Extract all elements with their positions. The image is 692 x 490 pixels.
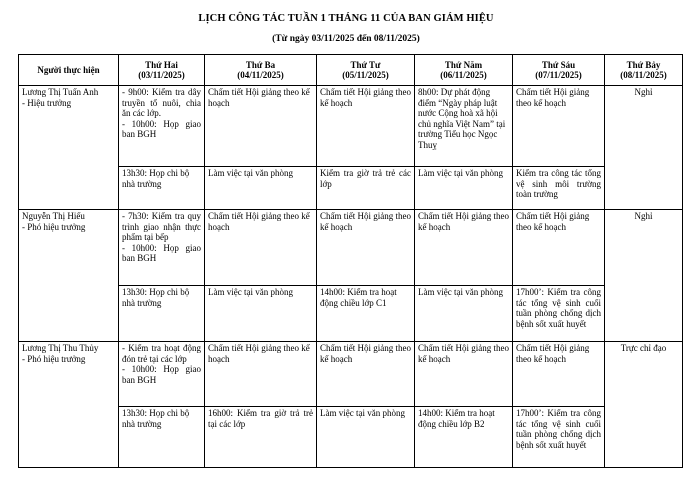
task-line: Chấm tiết Hội giảng theo kế hoạch [516,87,590,108]
task-line: Chấm tiết Hội giảng theo kế hoạch [516,343,590,364]
day-date: (08/11/2025) [620,70,667,80]
task-line: - 10h00: Họp giao ban BGH [122,364,201,385]
task-line: Làm việc tại văn phòng [208,168,293,178]
person-role: - Hiệu trưởng [22,97,72,108]
task-cell [205,342,317,407]
task-line: Kiểm tra giờ trả trẻ các lớp [320,168,411,189]
day-header-friday [513,55,605,86]
task-line: - Kiểm tra hoạt động đón trẻ tại các lớp [122,343,201,364]
saturday-status: Trực chỉ đạo [620,343,667,353]
task-line: Chấm tiết Hội giảng theo kế hoạch [320,87,411,108]
task-line: Chấm tiết Hội giảng theo kế hoạch [208,211,310,232]
task-line: Chấm tiết Hội giảng theo kế hoạch [418,211,509,232]
saturday-status: Nghỉ [634,87,653,97]
day-date: (06/11/2025) [440,70,487,80]
person-role: - Phó hiệu trưởng [22,221,86,232]
task-cell [205,407,317,468]
day-name: Thứ Năm [444,59,483,70]
day-header-monday [119,55,205,86]
schedule-table [18,54,683,468]
day-date: (03/11/2025) [138,70,185,80]
day-name: Thứ Sáu [541,59,576,70]
task-cell [119,342,205,407]
saturday-status: Nghỉ [634,211,653,221]
task-line: 14h00: Kiểm tra hoạt động chiều lớp C1 [320,287,397,308]
task-cell [317,342,415,407]
task-cell [415,286,513,342]
task-cell [205,210,317,286]
day-name: Thứ Bảy [626,59,661,70]
date-range-subtitle: (Từ ngày 03/11/2025 đến 08/11/2025) [272,34,420,44]
task-line: 13h30: Họp chi bộ nhà trường [122,408,190,429]
person-name: Nguyễn Thị Hiếu [22,211,85,221]
task-cell [317,286,415,342]
day-date: (07/11/2025) [535,70,582,80]
day-name: Thứ Tư [350,59,381,70]
person-cell [19,210,119,342]
day-name: Thứ Ba [245,59,276,70]
task-line: - 10h00: Họp giao ban BGH [122,242,201,263]
page-title: LỊCH CÔNG TÁC TUẦN 1 THÁNG 11 CỦA BAN GIÁM HIỆU [198,13,494,24]
task-cell [317,210,415,286]
schedule-row-afternoon [19,407,683,468]
task-cell [119,86,205,167]
task-line: 8h00: Dự phát động điểm “Ngày pháp luật nước Cộng hoà xã hội chủ nghĩa Việt Nam” tại trường Tiểu học Ngọc Thuỵ [418,87,506,150]
person-name: Lương Thị Tuấn Anh [22,87,99,97]
task-cell [119,407,205,468]
schedule-row-morning [19,86,683,167]
saturday-cell [605,342,683,468]
person-role: - Phó hiệu trưởng [22,353,86,364]
task-line: 17h00’: Kiểm tra công tác tổng vệ sinh cuối tuần phòng chống dịch bệnh sốt xuất huyết [516,408,601,450]
task-cell [205,167,317,210]
person-column-header: Người thực hiện [19,55,119,86]
schedule-row-afternoon [19,286,683,342]
task-cell [513,167,605,210]
task-line: Chấm tiết Hội giảng theo kế hoạch [208,87,310,108]
header-row [19,55,683,86]
task-line: Chấm tiết Hội giảng theo kế hoạch [320,211,411,232]
task-cell [205,286,317,342]
task-cell [513,210,605,286]
task-line: Chấm tiết Hội giảng theo kế hoạch [516,211,590,232]
task-line: Chấm tiết Hội giảng theo kế hoạch [208,343,310,364]
task-line: Làm việc tại văn phòng [320,408,405,418]
task-line: Chấm tiết Hội giảng theo kế hoạch [320,343,411,364]
task-line: 13h30: Họp chi bộ nhà trường [122,168,190,189]
task-line: - 10h00: Họp giao ban BGH [122,118,201,139]
person-cell [19,86,119,210]
saturday-cell [605,210,683,342]
day-header-saturday [605,55,683,86]
day-date: (05/11/2025) [342,70,389,80]
schedule-row-morning [19,210,683,286]
day-header-thursday [415,55,513,86]
task-cell [415,167,513,210]
schedule-row-morning [19,342,683,407]
task-line: 17h00’: Kiểm tra công tác tổng vệ sinh cuối tuần phòng chống dịch bệnh sốt xuất huyết [516,287,601,329]
person-cell [19,342,119,468]
task-cell [119,167,205,210]
day-header-wednesday [317,55,415,86]
task-cell [317,167,415,210]
task-line: 14h00: Kiểm tra hoạt động chiều lớp B2 [418,408,495,429]
task-line: - 7h30: Kiểm tra quy trình giao nhận thực phẩm tại bếp [122,211,201,242]
task-cell [205,86,317,167]
task-line: Làm việc tại văn phòng [418,287,503,297]
day-header-tuesday [205,55,317,86]
task-cell [415,342,513,407]
task-line: 16h00: Kiểm tra giờ trả trẻ tại các lớp [208,408,313,429]
task-cell [513,286,605,342]
task-line: Chấm tiết Hội giảng theo kế hoạch [418,343,509,364]
task-cell [415,86,513,167]
task-cell [317,407,415,468]
task-line: - 9h00: Kiểm tra dây truyền tổ nuôi, chia ăn các lớp. [122,87,201,118]
task-cell [415,210,513,286]
saturday-cell [605,86,683,210]
schedule-row-afternoon [19,167,683,210]
task-line: Làm việc tại văn phòng [418,168,503,178]
task-line: Làm việc tại văn phòng [208,287,293,297]
task-cell [415,407,513,468]
person-name: Lương Thị Thu Thủy [22,343,99,353]
day-date: (04/11/2025) [237,70,284,80]
task-cell [317,86,415,167]
task-cell [513,86,605,167]
task-cell [513,407,605,468]
task-line: Kiểm tra công tác tổng vệ sinh môi trường toàn trường [516,168,601,199]
task-cell [119,210,205,286]
task-cell [513,342,605,407]
day-name: Thứ Hai [145,59,178,70]
task-line: 13h30: Họp chi bộ nhà trường [122,287,190,308]
task-cell [119,286,205,342]
